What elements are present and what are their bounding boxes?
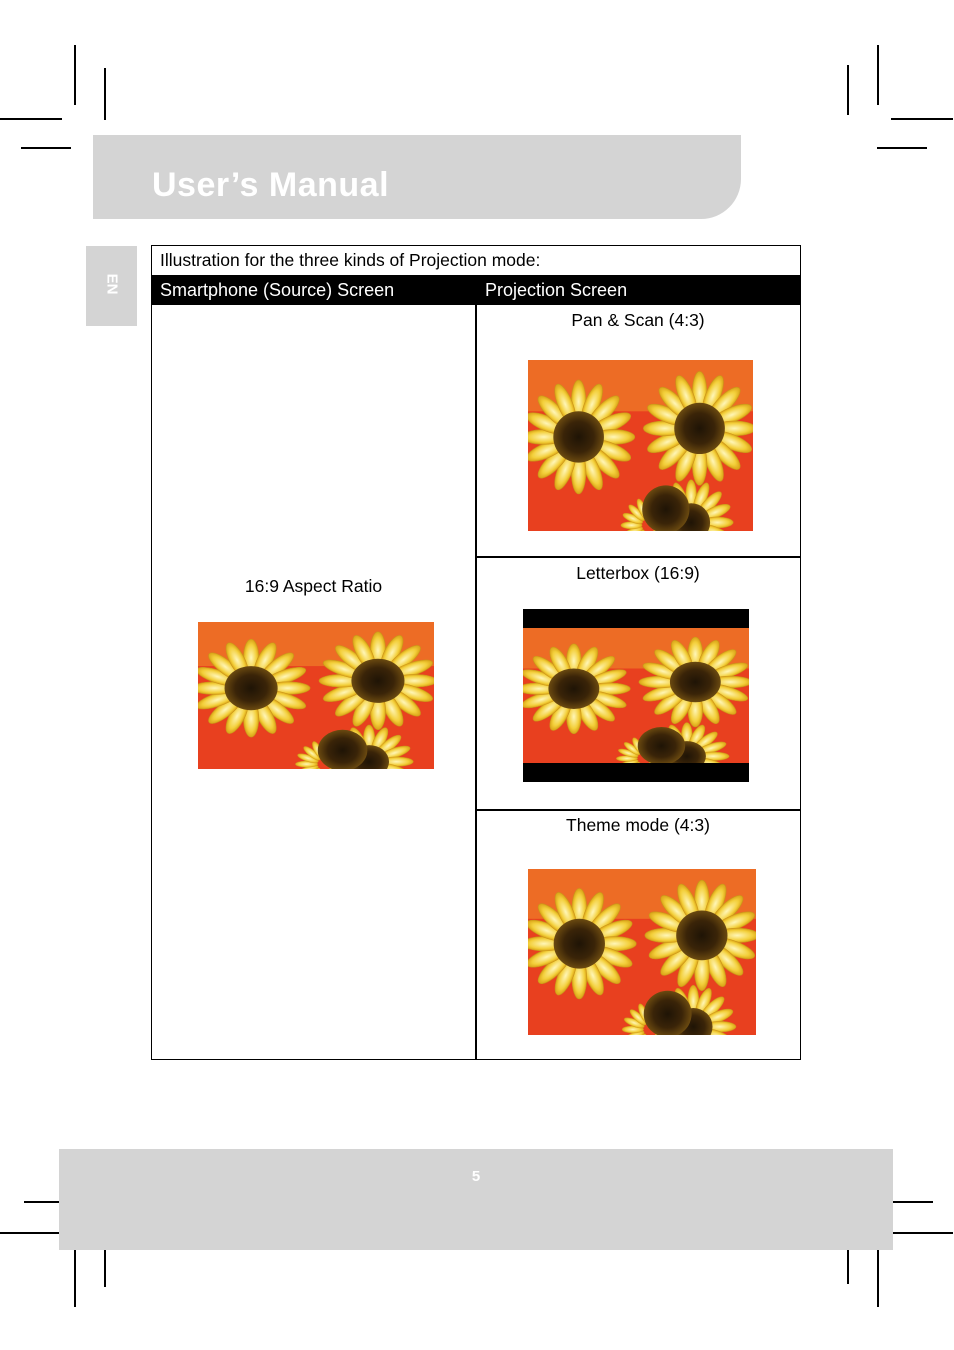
column-header-source: Smartphone (Source) Screen <box>160 280 395 300</box>
crop-mark <box>891 118 953 120</box>
sunflowers-image <box>528 360 753 531</box>
language-tab <box>86 246 137 326</box>
crop-mark <box>877 45 879 105</box>
projection-mode-table <box>151 245 801 1060</box>
letterbox-label: Letterbox (16:9) <box>576 563 700 583</box>
crop-mark <box>847 65 849 115</box>
footer-band <box>59 1149 893 1250</box>
row-divider <box>476 809 800 811</box>
letterbox-frame <box>523 609 749 782</box>
sunflowers-image <box>198 622 434 769</box>
pan-scan-label: Pan & Scan (4:3) <box>571 310 705 330</box>
crop-mark <box>104 68 106 120</box>
column-header-projection: Projection Screen <box>485 280 628 300</box>
crop-mark <box>877 1245 879 1307</box>
crop-mark <box>0 118 62 120</box>
crop-mark <box>891 1232 953 1234</box>
row-divider <box>476 556 800 558</box>
page-title: User’s Manual <box>152 166 390 204</box>
sunflowers-image-letterboxed <box>523 628 749 763</box>
crop-mark <box>21 147 71 149</box>
crop-mark <box>877 147 927 149</box>
language-tab-label: EN <box>103 273 120 295</box>
sunflowers-image <box>528 869 756 1035</box>
crop-mark <box>74 1245 76 1307</box>
column-divider <box>475 305 477 1059</box>
crop-mark <box>0 1232 62 1234</box>
theme-mode-label: Theme mode (4:3) <box>566 815 710 835</box>
table-header-row <box>152 275 800 305</box>
source-aspect-label: 16:9 Aspect Ratio <box>244 576 383 596</box>
crop-mark <box>74 45 76 105</box>
page-number: 5 <box>471 1168 481 1185</box>
table-caption: Illustration for the three kinds of Projection mode: <box>160 250 541 270</box>
